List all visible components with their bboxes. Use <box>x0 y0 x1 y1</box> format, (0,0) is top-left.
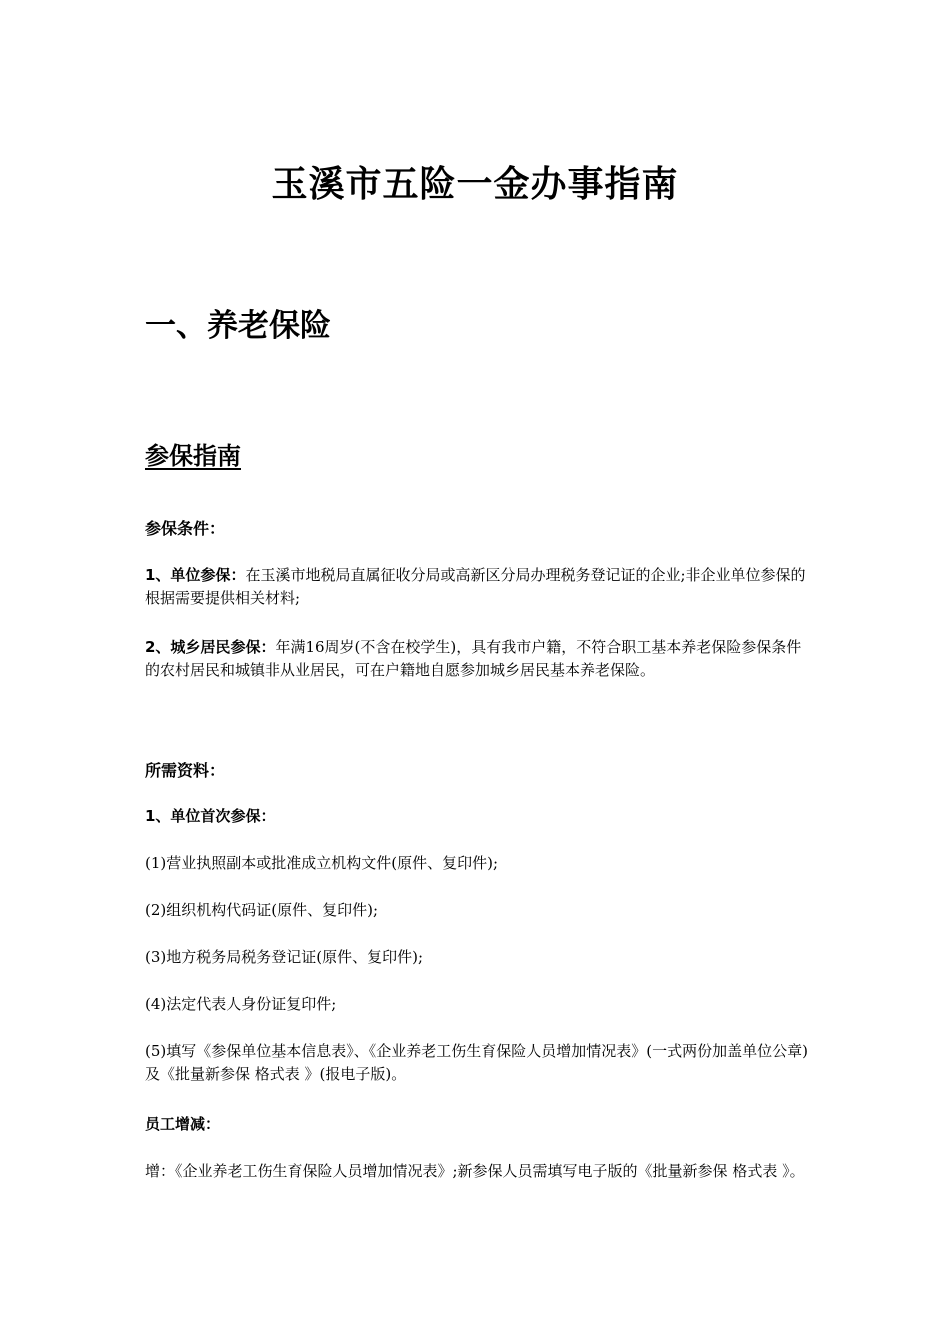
material-item: (2)组织机构代码证(原件、复印件); <box>145 901 379 919</box>
material-item: (5)填写《参保单位基本信息表》、《企业养老工伤生育保险人员增加情况表》(一式两份加盖单位公章)及《批量新参保 格式表 》(报电子版)。 <box>145 1042 808 1083</box>
material-item: (4)法定代表人身份证复印件; <box>145 995 337 1013</box>
condition-item-resident <box>145 636 810 682</box>
conditions-label: 参保条件： <box>145 519 226 538</box>
subsection-title-guide: 参保指南 <box>145 442 241 470</box>
condition-item-text: 年满16周岁(不含在校学生)，具有我市户籍，不符合职工基本养老保险参保条件的农村居民和城镇非从业居民，可在户籍地自愿参加城乡居民基本养老保险。 <box>145 638 802 679</box>
material-item: (1)营业执照副本或批准成立机构文件(原件、复印件); <box>145 854 499 872</box>
staff-change-label: 员工增减： <box>145 1115 221 1133</box>
section-title-pension: 一、养老保险 <box>145 308 331 344</box>
condition-item-lead: 1、单位参保： <box>145 566 246 584</box>
condition-item-text: 在玉溪市地税局直属征收分局或高新区分局办理税务登记证的企业;非企业单位参保的根据需要提供相关材料; <box>145 566 806 607</box>
materials-label: 所需资料： <box>145 761 226 780</box>
material-item: (3)地方税务局税务登记证(原件、复印件); <box>145 948 424 966</box>
condition-item-lead: 2、城乡居民参保： <box>145 638 276 656</box>
document-title: 玉溪市五险一金办事指南 <box>271 164 679 205</box>
staff-change-text: 增：《企业养老工伤生育保险人员增加情况表》;新参保人员需填写电子版的《批量新参保 格式表 》。 <box>145 1162 805 1180</box>
condition-item-unit <box>145 564 810 610</box>
materials-sub-label: 1、单位首次参保： <box>145 807 276 825</box>
